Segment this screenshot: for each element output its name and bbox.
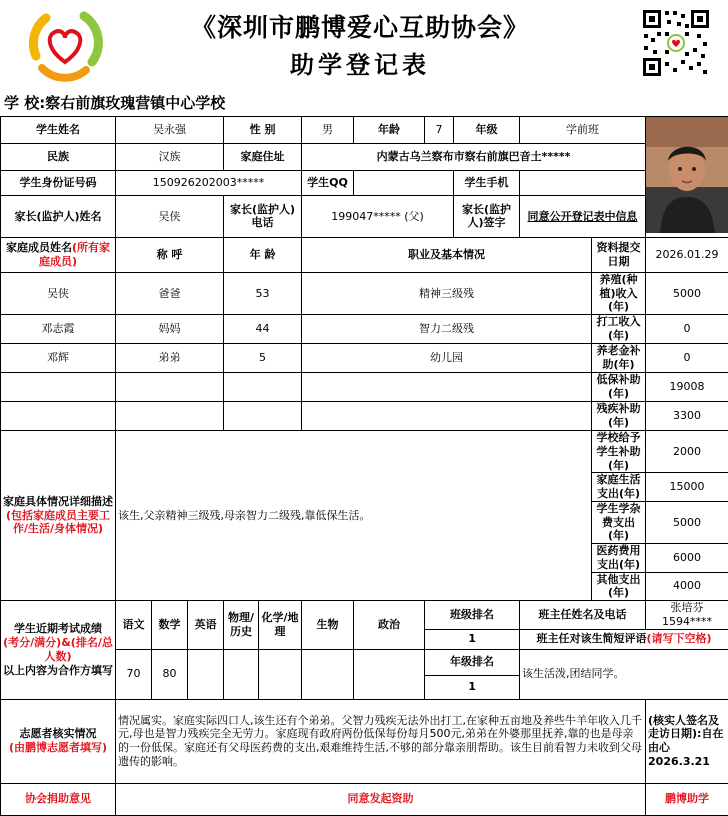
volunteer-label — [1, 699, 116, 783]
volunteer-sign-date: 2026.3.21 — [648, 755, 710, 768]
subject-header: 语文 — [116, 601, 152, 650]
member-job[interactable] — [302, 373, 592, 402]
subject-header: 物理/历史 — [224, 601, 259, 650]
situation-label — [1, 431, 116, 601]
member-job[interactable] — [302, 402, 592, 431]
income-label: 养殖(种植)收入(年) — [592, 272, 646, 314]
exam-label-b: (考分/满分)&(排名/总人数) — [3, 636, 113, 663]
id-label: 学生身份证号码 — [1, 171, 116, 196]
expense-value[interactable]: 4000 — [646, 572, 728, 601]
income-label: 打工收入(年) — [592, 315, 646, 344]
subject-score[interactable] — [259, 649, 302, 699]
member-name[interactable] — [1, 402, 116, 431]
student-photo-image — [646, 117, 728, 233]
member-relation[interactable]: 妈妈 — [116, 315, 224, 344]
comment-label-text: 班主任对该生简短评语 — [537, 632, 647, 645]
registration-table — [0, 116, 728, 816]
qr-code-icon[interactable] — [641, 8, 711, 78]
subject-header: 英语 — [188, 601, 224, 650]
situation-label-a: 家庭具体情况详细描述 — [3, 495, 113, 508]
volunteer-label-a: 志愿者核实情况 — [20, 727, 97, 740]
member-name[interactable] — [1, 373, 116, 402]
member-relation[interactable] — [116, 402, 224, 431]
class-rank-label: 班级排名 — [425, 601, 520, 630]
grade-value[interactable]: 学前班 — [520, 117, 646, 144]
table-row — [1, 315, 728, 344]
income-value[interactable]: 3300 — [646, 402, 728, 431]
member-age[interactable]: 53 — [224, 272, 302, 314]
teacher-value[interactable]: 张培芬1594**** — [646, 601, 728, 630]
guardian-phone-value[interactable]: 199047***** (父) — [302, 196, 454, 238]
income-value[interactable]: 5000 — [646, 272, 728, 314]
member-age[interactable]: 5 — [224, 344, 302, 373]
member-name[interactable]: 邓志霞 — [1, 315, 116, 344]
grade-rank-value[interactable]: 1 — [425, 675, 520, 699]
exam-label-a: 学生近期考试成绩 — [14, 622, 102, 635]
expense-value[interactable]: 6000 — [646, 544, 728, 573]
age-label: 年龄 — [354, 117, 425, 144]
submit-date-label: 资料提交日期 — [592, 237, 646, 272]
subject-header: 化学/地理 — [259, 601, 302, 650]
subject-score[interactable]: 80 — [152, 649, 188, 699]
guardian-phone-label: 家长(监护人)电话 — [224, 196, 302, 238]
volunteer-sign-label: (核实人签名及走访日期):自在由心 — [648, 714, 723, 755]
table-row — [1, 272, 728, 314]
expense-value[interactable]: 15000 — [646, 473, 728, 502]
subject-score[interactable] — [302, 649, 354, 699]
phone-value[interactable] — [520, 171, 646, 196]
subject-header: 政治 — [354, 601, 425, 650]
expense-value[interactable]: 5000 — [646, 501, 728, 543]
subject-score[interactable]: 70 — [116, 649, 152, 699]
expense-label: 其他支出(年) — [592, 572, 646, 601]
income-label: 养老金补助(年) — [592, 344, 646, 373]
expense-label: 学生学杂费支出(年) — [592, 501, 646, 543]
guardian-name-value[interactable]: 吴侠 — [116, 196, 224, 238]
income-label: 残疾补助(年) — [592, 402, 646, 431]
teacher-comment[interactable]: 该生活泼,团结同学。 — [520, 649, 728, 699]
subject-header: 数学 — [152, 601, 188, 650]
age-header: 年 龄 — [224, 237, 302, 272]
income-value[interactable]: 0 — [646, 344, 728, 373]
student-name-label: 学生姓名 — [1, 117, 116, 144]
subject-score[interactable] — [188, 649, 224, 699]
member-relation[interactable] — [116, 373, 224, 402]
phone-label: 学生手机 — [454, 171, 520, 196]
submit-date-value[interactable]: 2026.01.29 — [646, 237, 728, 272]
member-name[interactable]: 邓辉 — [1, 344, 116, 373]
guardian-name-label: 家长(监护人)姓名 — [1, 196, 116, 238]
member-relation[interactable]: 弟弟 — [116, 344, 224, 373]
member-job[interactable]: 智力二级残 — [302, 315, 592, 344]
relation-header: 称 呼 — [116, 237, 224, 272]
footer-label: 协会捐助意见 — [1, 783, 116, 815]
exam-label — [1, 601, 116, 700]
ethnic-value[interactable]: 汉族 — [116, 144, 224, 171]
footer-org: 鹏博助学 — [646, 783, 728, 815]
member-age[interactable]: 44 — [224, 315, 302, 344]
situation-text[interactable]: 该生,父亲精神三级残,母亲智力二级残,靠低保生活。 — [116, 431, 592, 601]
id-value[interactable]: 150926202003***** — [116, 171, 302, 196]
income-value[interactable]: 19008 — [646, 373, 728, 402]
association-title: 《深圳市鹏博爱心互助协会》 — [150, 8, 570, 44]
address-label: 家庭住址 — [224, 144, 302, 171]
class-rank-value[interactable]: 1 — [425, 629, 520, 649]
qq-value[interactable] — [354, 171, 454, 196]
expense-label: 医药费用支出(年) — [592, 544, 646, 573]
subject-score[interactable] — [224, 649, 259, 699]
exam-label-c: 以上内容为合作方填写 — [3, 664, 113, 677]
gender-value[interactable]: 男 — [302, 117, 354, 144]
student-name-value[interactable]: 吴永强 — [116, 117, 224, 144]
member-job[interactable]: 幼儿园 — [302, 344, 592, 373]
school-line — [4, 92, 225, 113]
situation-label-b: (包括家庭成员主要工作/生活/身体情况) — [6, 509, 110, 536]
school-label: 学 校: — [4, 94, 45, 112]
qq-label: 学生QQ — [302, 171, 354, 196]
members-name-header — [1, 237, 116, 272]
grade-label: 年级 — [454, 117, 520, 144]
grade-rank-label: 年级排名 — [425, 649, 520, 675]
income-label: 低保补助(年) — [592, 373, 646, 402]
member-age[interactable] — [224, 402, 302, 431]
table-row — [1, 402, 728, 431]
member-job[interactable]: 精神三级残 — [302, 272, 592, 314]
table-row — [1, 373, 728, 402]
footer-opinion[interactable]: 同意发起资助 — [116, 783, 646, 815]
volunteer-text[interactable]: 情况属实。家庭实际四口人,该生还有个弟弟。父智力残疾无法外出打工,在家种五亩地及养些牛羊年收入几千元,母也是智力残疾完全无劳力。家庭现有政府两份低保每份每月500元,弟弟在外婆那里抚养,靠的也是母亲的一份低保。家庭还有父母医药费的支出,艰难维持生活,不够的部分靠亲朋帮助。该生目前看智力未收到父母遗传的影响。 — [116, 699, 646, 783]
subject-header: 生物 — [302, 601, 354, 650]
expense-label: 学校给予学生补助(年) — [592, 431, 646, 473]
income-value[interactable]: 0 — [646, 315, 728, 344]
teacher-label: 班主任姓名及电话 — [520, 601, 646, 630]
expense-value[interactable]: 2000 — [646, 431, 728, 473]
job-header: 职业及基本情况 — [302, 237, 592, 272]
school-name: 察右前旗玫瑰营镇中心学校 — [45, 94, 225, 112]
guardian-sign-value[interactable]: 同意公开登记表中信息 — [520, 196, 646, 238]
subject-score[interactable] — [354, 649, 425, 699]
member-name[interactable]: 吴侠 — [1, 272, 116, 314]
ethnic-label: 民族 — [1, 144, 116, 171]
heart-logo-icon — [26, 6, 104, 84]
volunteer-sign[interactable] — [646, 699, 728, 783]
comment-hint: (请写下空格) — [647, 632, 712, 645]
student-photo — [646, 117, 728, 238]
member-age[interactable] — [224, 373, 302, 402]
member-relation[interactable]: 爸爸 — [116, 272, 224, 314]
table-row — [1, 344, 728, 373]
age-value[interactable]: 7 — [425, 117, 454, 144]
members-name-header-a: 家庭成员姓名 — [6, 241, 72, 254]
gender-label: 性 别 — [224, 117, 302, 144]
guardian-sign-label: 家长(监护人)签字 — [454, 196, 520, 238]
members-name-header-b: (所有家庭成员) — [39, 241, 110, 268]
form-header — [0, 0, 728, 86]
volunteer-label-b: (由鹏博志愿者填写) — [9, 741, 107, 754]
form-subtitle: 助学登记表 — [150, 45, 570, 80]
expense-label: 家庭生活支出(年) — [592, 473, 646, 502]
address-value[interactable]: 内蒙古乌兰察布市察右前旗巴音土***** — [302, 144, 646, 171]
comment-label — [520, 629, 728, 649]
